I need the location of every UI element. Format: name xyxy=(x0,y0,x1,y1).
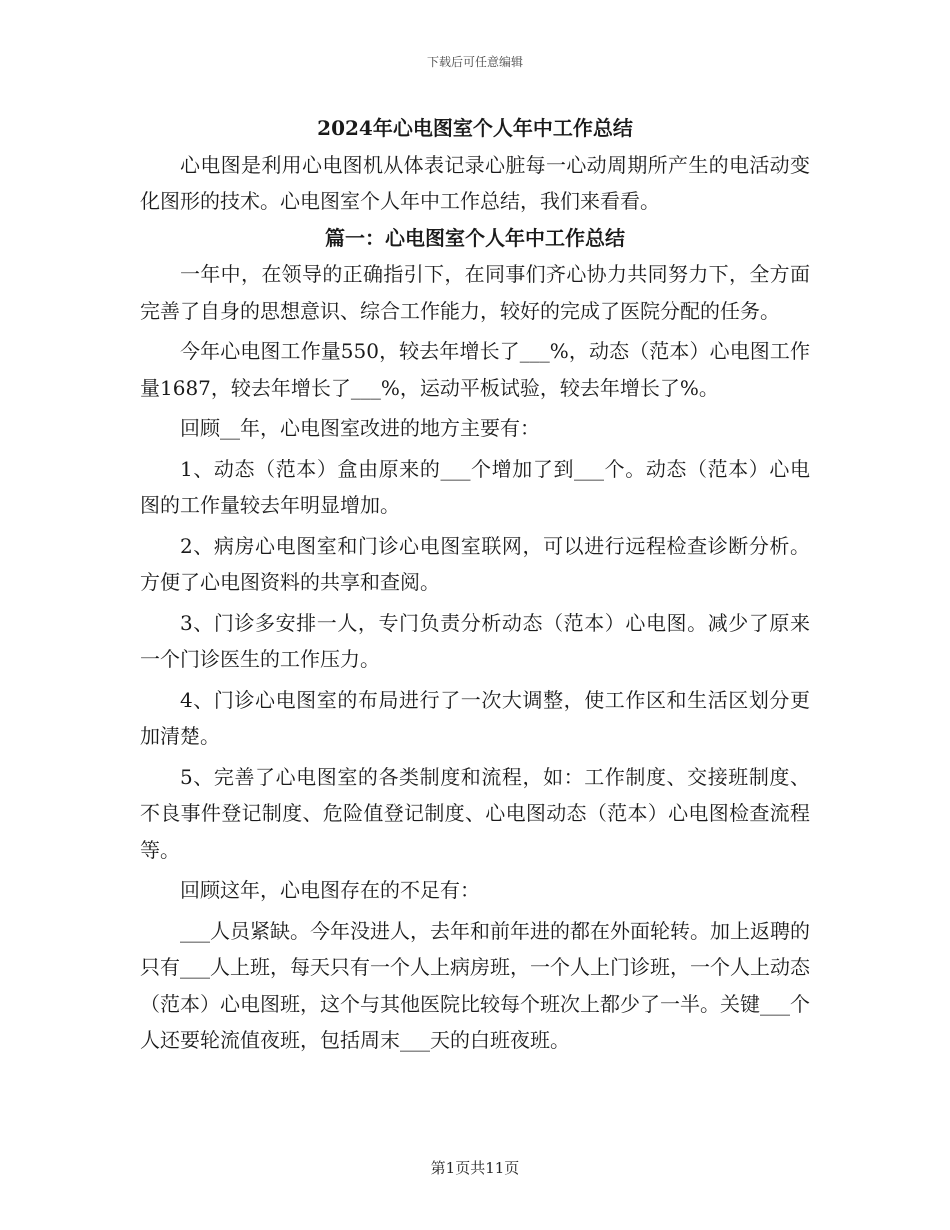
paragraph: 回顾__年，心电图室改进的地方主要有： xyxy=(180,416,540,440)
paragraph: ___人员紧缺。今年没进人，去年和前年进的都在外面轮转。加上返聘的只有___人上班，每天只有一个人上病房班，一个人上门诊班，一个人上动态（范本）心电图班，这个与其他医院比较每个班次上都少了一半。关键___个人还要轮流值夜班，包括周末___天的白班夜班。 xyxy=(140,918,810,1052)
list-item: 1、动态（范本）盒由原来的___个增加了到___个。动态（范本）心电图的工作量较去年明显增加。 xyxy=(140,456,810,517)
paragraph: 今年心电图工作量550，较去年增长了___%，动态（范本）心电图工作量1687，较去年增长了___%，运动平板试验，较去年增长了%。 xyxy=(140,339,810,400)
page-footer: 第1页共11页 xyxy=(430,1159,520,1177)
document-title: 2024年心电图室个人年中工作总结 xyxy=(317,116,633,140)
list-item: 2、病房心电图室和门诊心电图室联网，可以进行远程检查诊断分析。方便了心电图资料的共享和查阅。 xyxy=(140,533,810,594)
list-item: 3、门诊多安排一人，专门负责分析动态（范本）心电图。减少了原来一个门诊医生的工作压力。 xyxy=(140,610,810,671)
paragraph: 回顾这年，心电图存在的不足有： xyxy=(180,878,480,902)
list-item: 5、完善了心电图室的各类制度和流程，如：工作制度、交接班制度、不良事件登记制度、危险值登记制度、心电图动态（范本）心电图检查流程等。 xyxy=(140,764,810,862)
paragraph: 一年中，在领导的正确指引下，在同事们齐心协力共同努力下，全方面完善了自身的思想意识、综合工作能力，较好的完成了医院分配的任务。 xyxy=(140,262,810,323)
document-body xyxy=(140,110,810,1059)
list-item: 4、门诊心电图室的布局进行了一次大调整，使工作区和生活区划分更加清楚。 xyxy=(140,687,810,748)
intro-paragraph: 心电图是利用心电图机从体表记录心脏每一心动周期所产生的电活动变化图形的技术。心电图室个人年中工作总结，我们来看看。 xyxy=(140,152,810,213)
page-header: 下载后可任意编辑 xyxy=(426,55,523,69)
section-heading: 篇一：心电图室个人年中工作总结 xyxy=(325,225,625,250)
